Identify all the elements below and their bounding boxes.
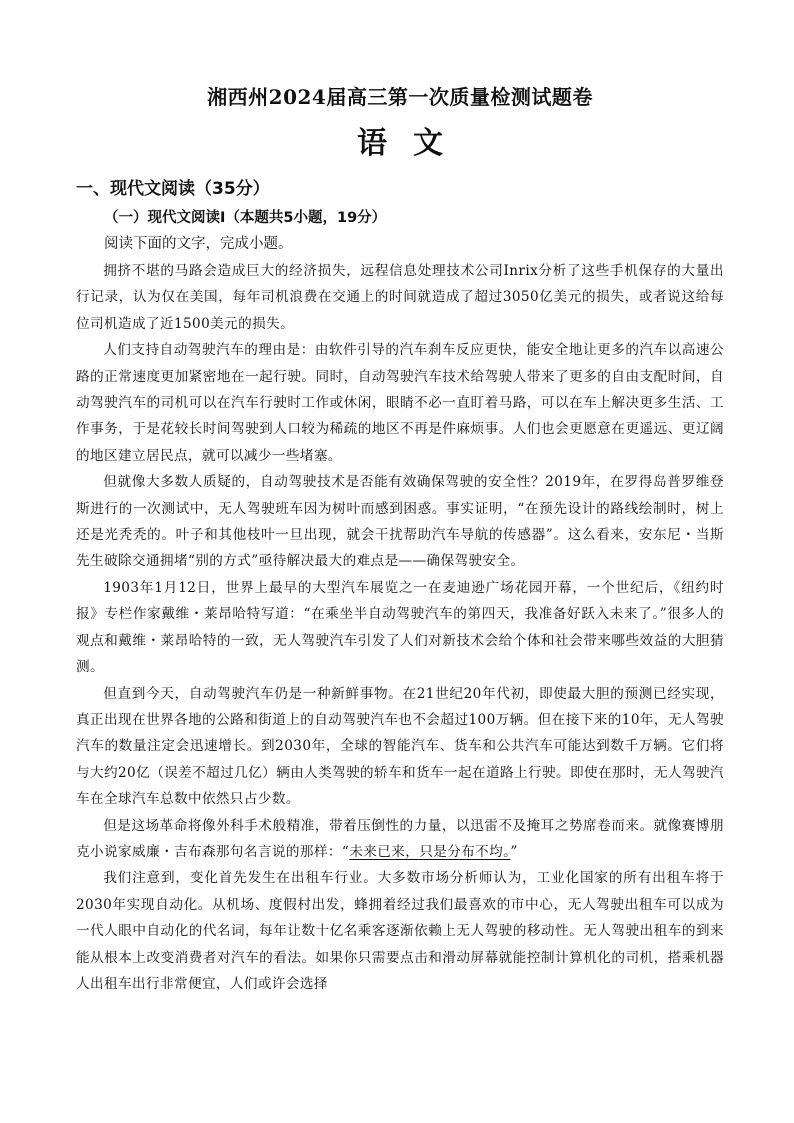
paragraph-6-text: 但是这场革命将像外科手术般精准，带着压倒性的力量，以迅雷不及掩耳之势席卷而来。就像赛博朋克小说家威廉・吉布森那句名言说的那样：“ xyxy=(76,817,724,860)
section-heading: 一、现代文阅读（35分） xyxy=(76,179,270,199)
exam-title: 湘西州2024届高三第一次质量检测试题卷 xyxy=(207,85,593,109)
underlined-quote: 未来已来，只是分布不均。 xyxy=(349,843,511,860)
passage-paragraph-5: 但直到今天，自动驾驶汽车仍是一种新鲜事物。在21世纪20年代初，即使最大胆的预测已经实现，真正出现在世界各地的公路和街道上的自动驾驶汽车也不会超过100万辆。但在接下来的10年，无人驾驶汽车的数量注定会迅速增长。到2030年，全球的智能汽车、货车和公共汽车可能达到数千万辆。它们将与大约20亿（误差不超过几亿）辆由人类驾驶的轿车和货车一起在道路上行驶。即使在那时，无人驾驶汽车在全球汽车总数中依然只占少数。 xyxy=(76,685,725,808)
part-heading: （一）现代文阅读Ⅰ（本题共5小题，19分） xyxy=(104,210,387,226)
subject-title: 语文 xyxy=(357,126,469,161)
passage-paragraph-3: 但就像大多数人质疑的，自动驾驶技术是否能有效确保驾驶的安全性？2019年，在罗得岛普罗维登斯进行的一次测试中，无人驾驶班车因为树叶而感到困惑。事实证明，“在预先设计的路线绘制时，树上还是光秃秃的。叶子和其他枝叶一旦出现，就会干扰帮助汽车导航的传感器”。这么看来，安东尼・当斯先生破除交通拥堵“别的方式”亟待解决最大的难点是——确保驾驶安全。 xyxy=(76,474,724,570)
reading-instruction: 阅读下面的文字，完成小题。 xyxy=(104,236,293,252)
passage-paragraph-4: 1903年1月12日，世界上最早的大型汽车展览之一在麦迪逊广场花园开幕，一个世纪后，《纽约时报》专栏作家戴维・莱昂哈特写道：“在乘坐半自动驾驶汽车的第四天，我准备好跃入未来了。”很多人的观点和戴维・莱昂哈特的一致，无人驾驶汽车引发了人们对新技术会给个体和社会带来哪些效益的大胆猜测。 xyxy=(76,579,724,676)
passage-paragraph-6 xyxy=(76,813,724,866)
passage-paragraph-2: 人们支持自动驾驶汽车的理由是：由软件引导的汽车刹车反应更快，能安全地让更多的汽车以高速公路的正常速度更加紧密地在一起行驶。同时，自动驾驶汽车技术给驾驶人带来了更多的自由支配时间，自动驾驶汽车的司机可以在汽车行驶时工作或休闲，眼睛不必一直盯着马路，可以在车上解决更多生活、工作事务，于是花较长时间驾驶到人口较为稀疏的地区不再是件麻烦事。人们也会更愿意在更遥远、更辽阔的地区建立居民点，就可以减少一些堵塞。 xyxy=(76,342,724,464)
closing-quote-mark: ” xyxy=(510,843,518,860)
passage-paragraph-1: 拥挤不堪的马路会造成巨大的经济损失，远程信息处理技术公司Inrix分析了这些手机保存的大量出行记录，认为仅在美国，每年司机浪费在交通上的时间就造成了超过3050亿美元的损失，或者说这给每位司机造成了近1500美元的损失。 xyxy=(76,263,724,332)
passage-paragraph-7: 我们注意到，变化首先发生在出租车行业。大多数市场分析师认为，工业化国家的所有出租车将于2030年实现自动化。从机场、度假村出发，蜂拥着经过我们最喜欢的市中心，无人驾驶出租车可以成为一代人眼中自动化的代名词，每年让数十亿名乘客逐渐依赖上无人驾驶的移动性。无人驾驶出租车的到来能从根本上改变消费者对汽车的看法。如果你只需要点击和滑动屏幕就能控制计算机化的司机，搭乘机器人出租车出行非常便宜，人们或许会选择 xyxy=(76,870,724,992)
